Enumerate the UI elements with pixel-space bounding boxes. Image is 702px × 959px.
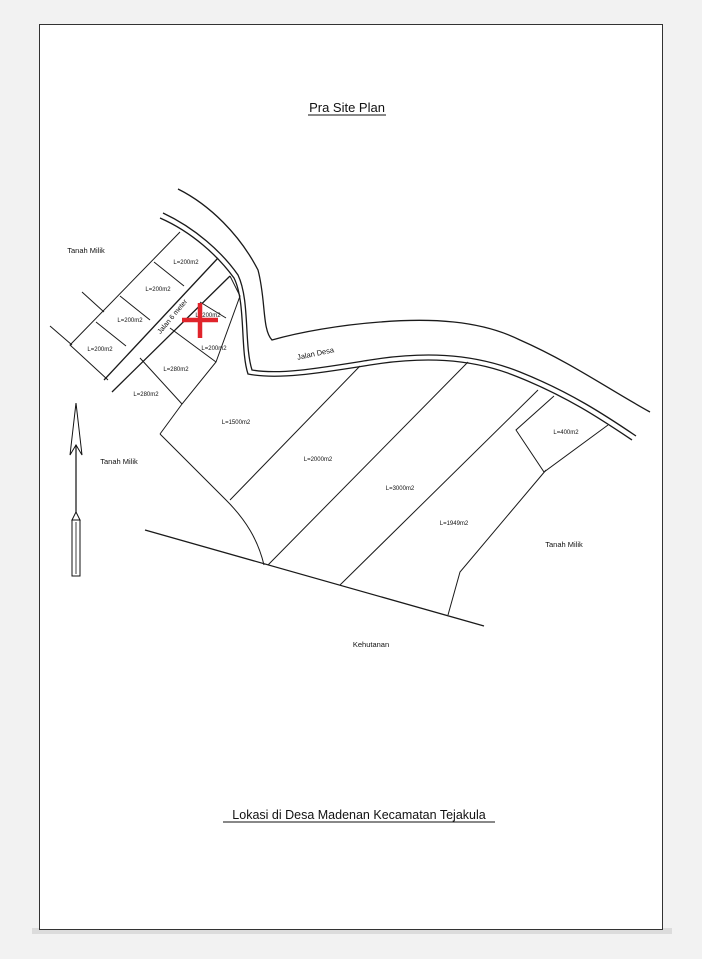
plot-boundary-right [160,276,240,434]
page-title: Pra Site Plan [309,100,385,115]
plot-line-2 [120,296,150,320]
location-caption: Lokasi di Desa Madenan Kecamatan Tejakula [232,808,486,822]
lot-label: L=2000m2 [303,457,333,463]
jalan-6-meter-label: Jalan 6 meter [156,298,190,336]
lot-label: L=200m2 [87,347,113,353]
kehutanan-label: Kehutanan [352,640,390,649]
jalan-desa-edge-south [163,213,636,436]
south-boundary [145,530,484,626]
lot-label: L=200m2 [201,346,227,352]
plot-line-4 [170,328,216,362]
tanah-milik-label: Tanah Milik [67,246,105,255]
lot-label: L=200m2 [173,260,199,266]
tanah-milik-label: Tanah Milik [545,540,583,549]
lot-divider-1949 [448,470,546,615]
lot-divider-2000 [268,362,468,565]
lot-label: L=200m2 [195,313,221,319]
plot-stub-a [82,292,104,312]
lot-label: L=1500m2 [221,420,251,426]
jalan-desa-edge-inner [160,218,632,440]
lot-label: L=1949m2 [439,521,469,527]
jalan-desa-edge-north [178,189,650,412]
lot-label: L=3000m2 [385,486,415,492]
lot-divider-3000 [340,390,538,585]
jalan-desa-label: Jalan Desa [296,345,335,362]
lot-label: L=200m2 [145,287,171,293]
north-arrow-icon [70,403,82,576]
red-cross-marker [182,303,218,338]
lot-label: L=280m2 [133,392,159,398]
plot-stub-b [50,326,72,345]
lot-label: L=400m2 [553,430,579,436]
jalan-6-meter-edge-east [112,276,230,392]
lot-label: L=280m2 [163,367,189,373]
lot-label: L=200m2 [117,318,143,324]
tanah-milik-label: Tanah Milik [100,457,138,466]
lot-divider-1500 [230,366,360,500]
lot-boundary-west [160,434,264,565]
plot-line-3 [96,322,126,346]
